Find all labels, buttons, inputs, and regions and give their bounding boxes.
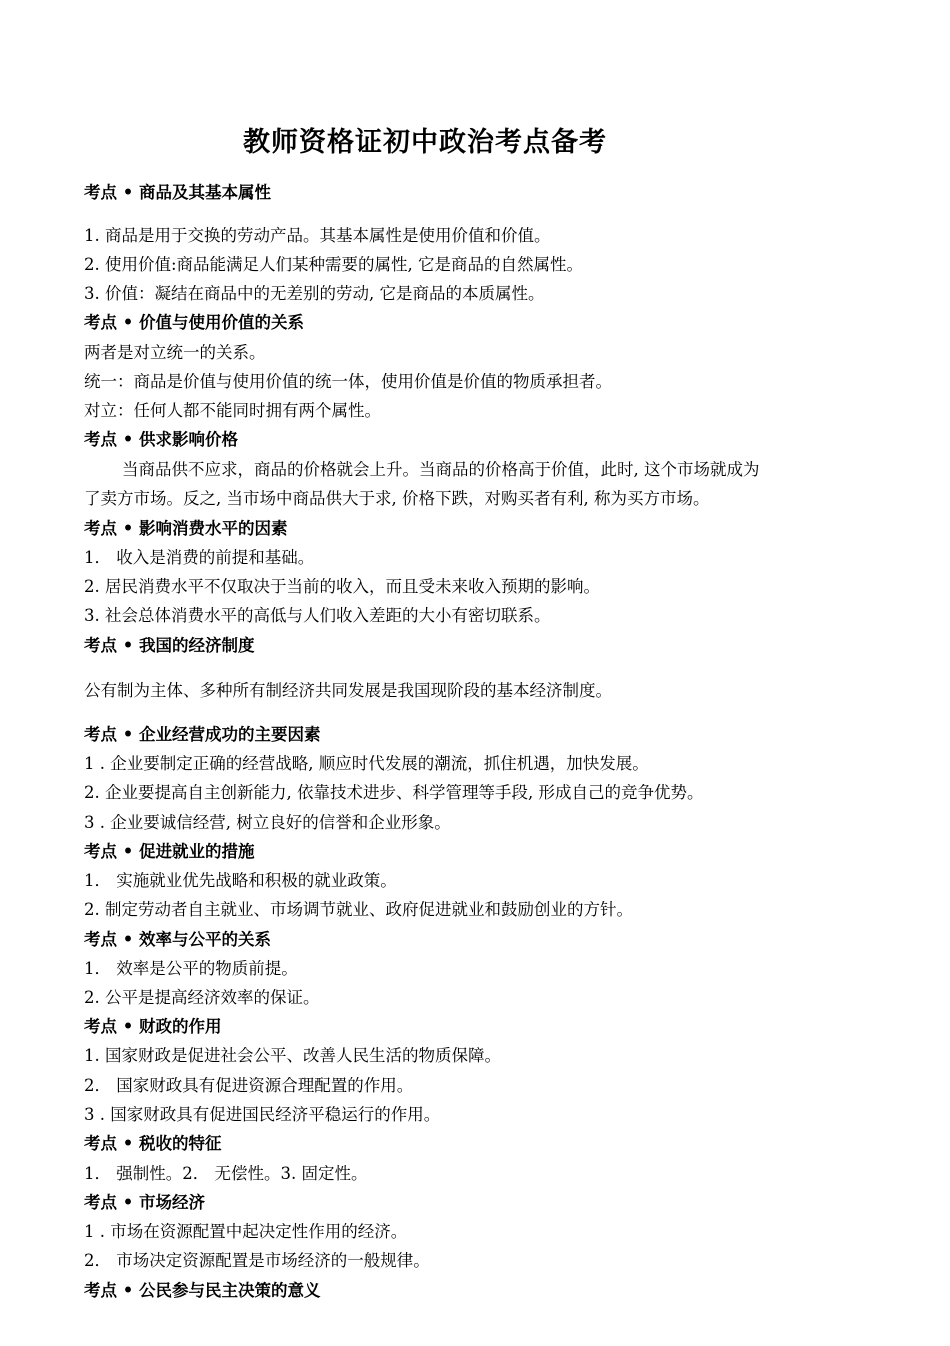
section-heading: 考点 • 商品及其基本属性 — [84, 183, 272, 202]
body-line: 1. 商品是用于交换的劳动产品。其基本属性是使用价值和价值。 — [84, 226, 551, 245]
section-heading: 考点 • 供求影响价格 — [84, 430, 239, 449]
document-title: 教师资格证初中政治考点备考 — [243, 127, 607, 158]
section-heading: 考点 • 税收的特征 — [84, 1134, 222, 1153]
section-heading: 考点 • 价值与使用价值的关系 — [84, 313, 305, 332]
section-heading: 考点 • 影响消费水平的因素 — [84, 519, 288, 538]
body-line: 1． 实施就业优先战略和积极的就业政策。 — [84, 871, 397, 890]
section-heading: 考点 • 财政的作用 — [84, 1017, 222, 1036]
body-line: 公有制为主体、多种所有制经济共同发展是我国现阶段的基本经济制度。 — [84, 681, 612, 700]
body-line: 当商品供不应求，商品的价格就会上升。当商品的价格高于价值，此时, 这个市场就成为 — [122, 460, 760, 479]
section-heading: 考点 • 公民参与民主决策的意义 — [84, 1281, 321, 1300]
body-line: 对立：任何人都不能同时拥有两个属性。 — [84, 401, 381, 420]
section-heading: 考点 • 促进就业的措施 — [84, 842, 255, 861]
body-line: 1． 收入是消费的前提和基础。 — [84, 548, 315, 567]
body-line: 1． 效率是公平的物质前提。 — [84, 959, 298, 978]
body-line: 2. 居民消费水平不仅取决于当前的收入，而且受未来收入预期的影响。 — [84, 577, 600, 596]
section-heading: 考点 • 企业经营成功的主要因素 — [84, 725, 321, 744]
body-line: 了卖方市场。反之, 当市场中商品供大于求, 价格下跌，对购买者有利, 称为买方市场。 — [84, 489, 710, 508]
body-line: 1. 国家财政是促进社会公平、改善人民生活的物质保障。 — [84, 1046, 501, 1065]
section-heading: 考点 • 效率与公平的关系 — [84, 930, 272, 949]
body-line: 3 . 国家财政具有促进国民经济平稳运行的作用。 — [84, 1105, 441, 1124]
body-line: 3. 价值：凝结在商品中的无差别的劳动, 它是商品的本质属性。 — [84, 284, 545, 303]
body-line: 统一：商品是价值与使用价值的统一体，使用价值是价值的物质承担者。 — [84, 372, 612, 391]
body-line: 3 . 企业要诚信经营, 树立良好的信誉和企业形象。 — [84, 813, 451, 832]
body-line: 两者是对立统一的关系。 — [84, 343, 266, 362]
body-line: 1 . 市场在资源配置中起决定性作用的经济。 — [84, 1222, 408, 1241]
body-line: 2． 市场决定资源配置是市场经济的一般规律。 — [84, 1251, 430, 1270]
body-line: 2. 使用价值:商品能满足人们某种需要的属性, 它是商品的自然属性。 — [84, 255, 584, 274]
body-line: 1 . 企业要制定正确的经营战略, 顺应时代发展的潮流，抓住机遇，加快发展。 — [84, 754, 649, 773]
body-line: 2． 国家财政具有促进资源合理配置的作用。 — [84, 1076, 414, 1095]
body-line: 1． 强制性。2． 无偿性。3. 固定性。 — [84, 1164, 368, 1183]
section-heading: 考点 • 市场经济 — [84, 1193, 206, 1212]
section-heading: 考点 • 我国的经济制度 — [84, 636, 255, 655]
body-line: 2. 制定劳动者自主就业、市场调节就业、政府促进就业和鼓励创业的方针。 — [84, 900, 633, 919]
body-line: 2. 企业要提高自主创新能力, 依靠技术进步、科学管理等手段, 形成自己的竞争优势。 — [84, 783, 704, 802]
body-line: 2. 公平是提高经济效率的保证。 — [84, 988, 320, 1007]
body-line: 3. 社会总体消费水平的高低与人们收入差距的大小有密切联系。 — [84, 606, 551, 625]
